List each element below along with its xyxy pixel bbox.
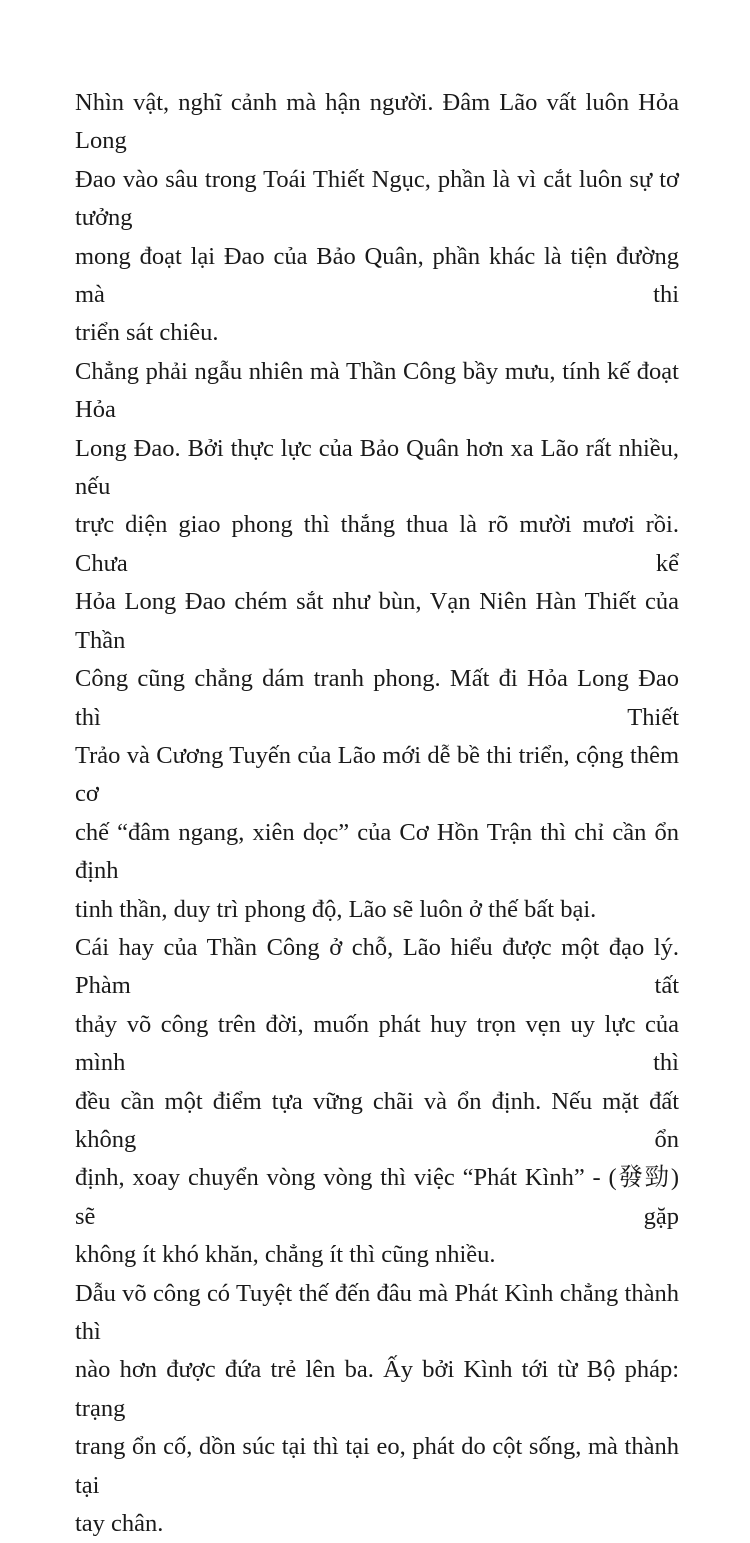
text-line: Hỏa Long Đao chém sắt như bùn, Vạn Niên Hàn Thiết của Thần [75, 588, 679, 654]
text-line: mong đoạt lại Đao của Bảo Quân, phần khác là tiện đường mà thi [75, 242, 679, 309]
text-line: Công cũng chẳng dám tranh phong. Mất đi Hỏa Long Đao thì Thiết [75, 665, 679, 731]
paragraph [75, 84, 679, 353]
text-line: định, xoay chuyển vòng vòng thì việc “Phát Kình” - (發勁) sẽ gặp [75, 1164, 679, 1230]
text-line: nào hơn được đứa trẻ lên ba. Ấy bởi Kình tới từ Bộ pháp: trạng [75, 1356, 679, 1422]
text-line: Trảo và Cương Tuyến của Lão mới dễ bề thi triển, cộng thêm cơ [75, 741, 679, 808]
text-line: Nhìn vật, nghĩ cảnh mà hận người. Đâm Lão vất luôn Hỏa Long [75, 89, 679, 155]
paragraph [75, 1275, 679, 1543]
paragraph [75, 353, 679, 929]
text-line: Dẫu võ công có Tuyệt thế đến đâu mà Phát Kình chẳng thành thì [75, 1279, 679, 1345]
paragraph [75, 929, 679, 1275]
text-line: Long Đao. Bởi thực lực của Bảo Quân hơn xa Lão rất nhiều, nếu [75, 434, 679, 501]
text-block [75, 84, 679, 1543]
text-line: tinh thần, duy trì phong độ, Lão sẽ luôn ở thế bất bại. [75, 895, 597, 923]
text-line: tay chân. [75, 1510, 164, 1538]
text-line: đều cần một điểm tựa vững chãi và ổn định. Nếu mặt đất không ổn [75, 1087, 679, 1153]
text-line: Đao vào sâu trong Toái Thiết Ngục, phần là vì cắt luôn sự tơ tưởng [75, 165, 679, 232]
text-line: triển sát chiêu. [75, 319, 219, 347]
text-line: Chẳng phải ngẫu nhiên mà Thần Công bầy mưu, tính kế đoạt Hỏa [75, 357, 679, 424]
text-line: không ít khó khăn, chẳng ít thì cũng nhiều. [75, 1241, 496, 1269]
text-line: trực diện giao phong thì thắng thua là rõ mười mươi rồi. Chưa kể [75, 511, 679, 577]
text-line: trang ổn cố, dồn súc tại thì tại eo, phát do cột sống, mà thành tại [75, 1433, 679, 1499]
text-line: chế “đâm ngang, xiên dọc” của Cơ Hồn Trận thì chỉ cần ổn định [75, 818, 679, 885]
text-line: Cái hay của Thần Công ở chỗ, Lão hiểu được một đạo lý. Phàm tất [75, 933, 679, 1000]
text-line: thảy võ công trên đời, muốn phát huy trọn vẹn uy lực của mình thì [75, 1010, 679, 1077]
